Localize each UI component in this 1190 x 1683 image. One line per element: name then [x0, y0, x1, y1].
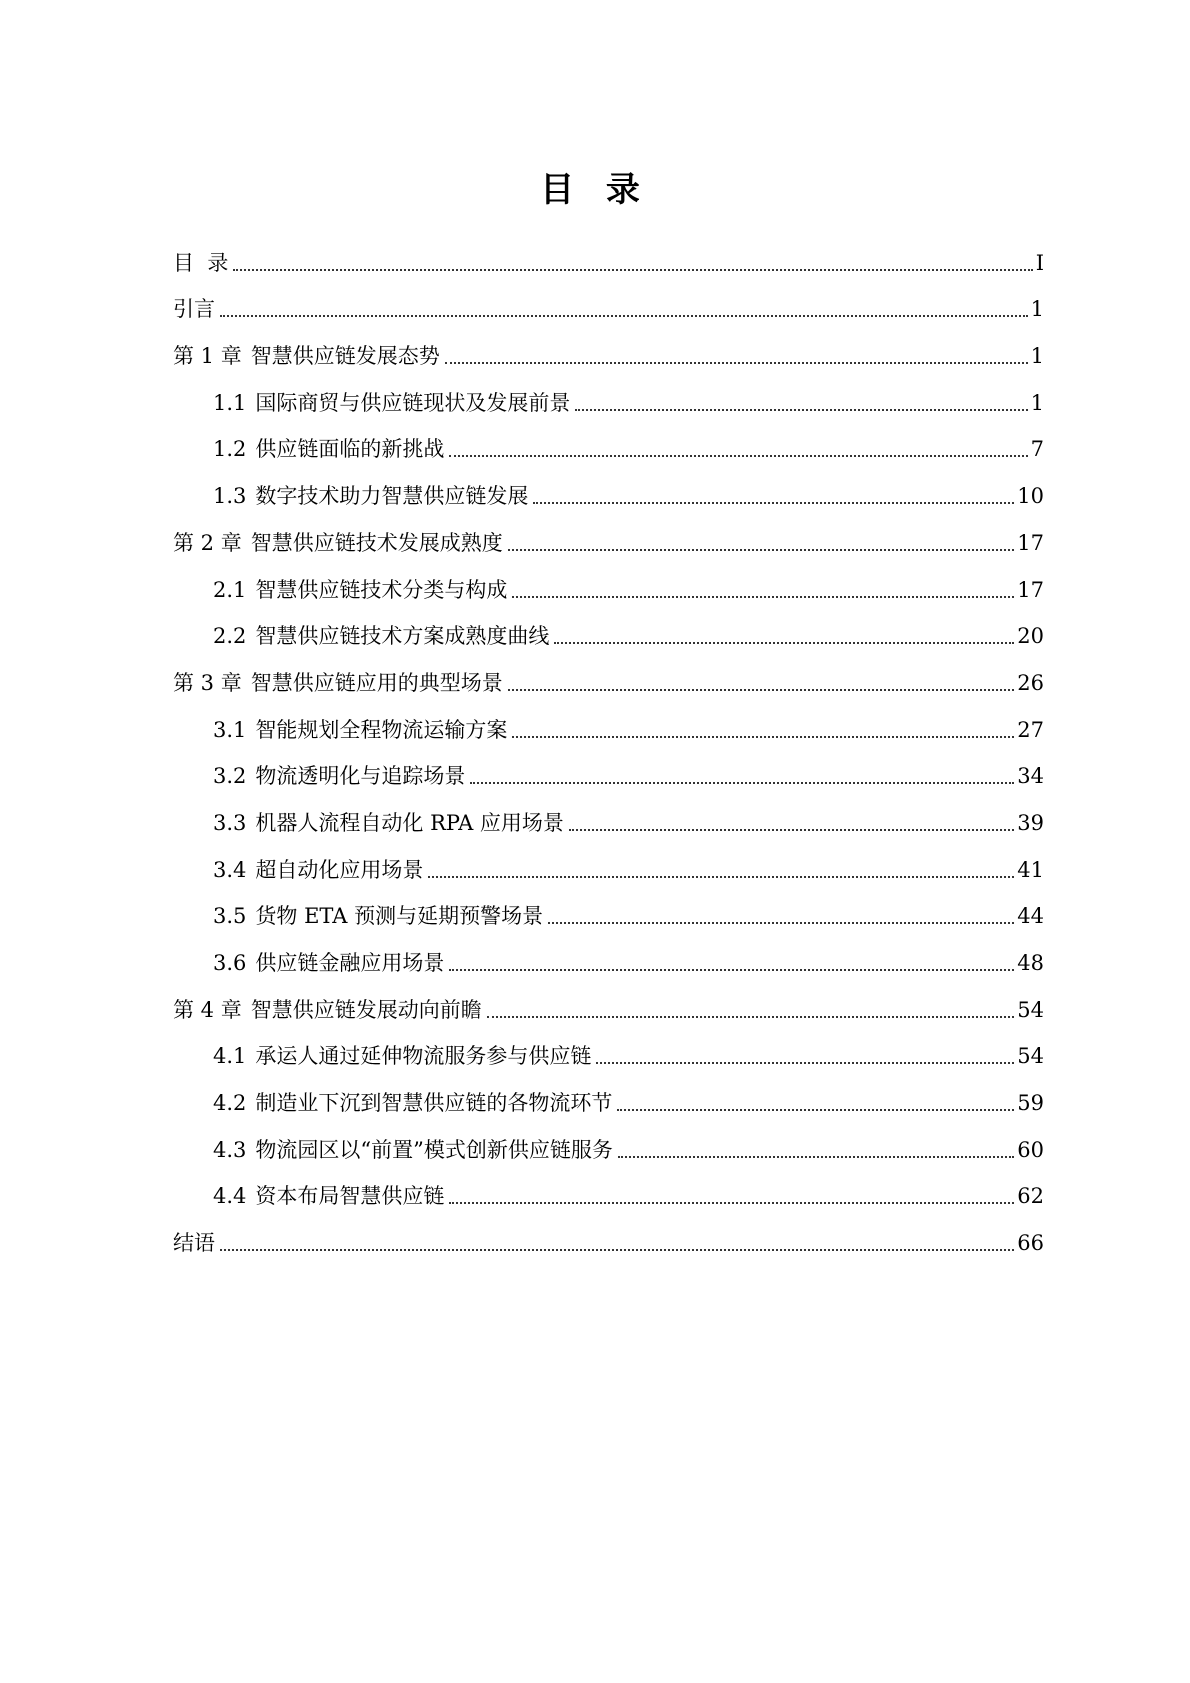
table-of-contents: [173, 234, 1044, 1261]
toc-leader-dots: [233, 269, 1032, 271]
toc-entry-number: 3.5: [213, 904, 247, 929]
toc-entry-section[interactable]: [173, 1028, 1044, 1075]
toc-entry-section[interactable]: [173, 888, 1044, 935]
toc-entry-number: 1.1: [213, 390, 247, 415]
toc-entry-page: 60: [1017, 1137, 1044, 1162]
toc-entry-chapter[interactable]: [173, 327, 1044, 374]
toc-leader-dots: [449, 969, 1014, 971]
toc-entry-section[interactable]: [173, 748, 1044, 795]
toc-entry-chapter[interactable]: [173, 981, 1044, 1028]
toc-leader-dots: [220, 315, 1028, 317]
toc-entry-page: 59: [1017, 1091, 1044, 1116]
toc-leader-dots: [618, 1156, 1014, 1158]
toc-leader-dots: [508, 689, 1015, 691]
toc-leader-dots: [220, 1249, 1014, 1251]
toc-entry-number: 4.4: [213, 1184, 247, 1209]
toc-entry-page: I: [1035, 250, 1044, 275]
toc-leader-dots: [449, 1202, 1014, 1204]
toc-entry-title: 智慧供应链技术方案成熟度曲线: [255, 624, 550, 649]
toc-entry-number: 1.2: [213, 437, 247, 462]
toc-entry-title: 智慧供应链发展态势: [250, 344, 440, 369]
toc-entry-page: 17: [1017, 577, 1044, 602]
toc-entry-title: 制造业下沉到智慧供应链的各物流环节: [255, 1091, 613, 1116]
toc-entry-page: 1: [1030, 390, 1044, 415]
toc-entry-section[interactable]: [173, 841, 1044, 888]
toc-entry-section[interactable]: [173, 1121, 1044, 1168]
toc-entry-page: 1: [1030, 344, 1044, 369]
toc-entry-page: 66: [1017, 1231, 1044, 1256]
toc-entry-title: 机器人流程自动化 RPA 应用场景: [255, 810, 564, 835]
toc-entry-title: 结语: [173, 1231, 215, 1256]
toc-entry-title: 智慧供应链技术发展成熟度: [250, 530, 503, 555]
toc-leader-dots: [575, 409, 1027, 411]
toc-entry-page: 62: [1017, 1184, 1044, 1209]
toc-entry-number: 2.1: [213, 577, 247, 602]
toc-entry-title: 智慧供应链发展动向前瞻: [250, 997, 482, 1022]
toc-entry-page: 34: [1017, 764, 1044, 789]
toc-entry-title: 承运人通过延伸物流服务参与供应链: [255, 1044, 592, 1069]
toc-entry-title: 物流园区以“前置”模式创新供应链服务: [255, 1137, 613, 1162]
toc-entry-number: 第 1 章: [173, 344, 242, 369]
toc-entry-page: 26: [1017, 670, 1044, 695]
toc-leader-dots: [533, 502, 1014, 504]
toc-leader-dots: [512, 596, 1014, 598]
toc-leader-dots: [617, 1109, 1014, 1111]
toc-entry-title: 引言: [173, 297, 215, 322]
toc-entry[interactable]: [173, 1214, 1044, 1261]
toc-entry-page: 48: [1017, 951, 1044, 975]
toc-entry-chapter[interactable]: [173, 654, 1044, 701]
toc-entry-page: 27: [1017, 717, 1044, 742]
toc-entry-number: 2.2: [213, 624, 247, 649]
toc-entry-section[interactable]: [173, 1074, 1044, 1121]
toc-entry-section[interactable]: [173, 1168, 1044, 1215]
toc-entry-section[interactable]: [173, 561, 1044, 608]
toc-leader-dots: [487, 1016, 1015, 1018]
toc-entry-number: 3.4: [213, 857, 247, 882]
toc-entry-page: 54: [1017, 997, 1044, 1022]
toc-entry-title: 供应链面临的新挑战: [255, 437, 445, 462]
toc-entry-number: 1.3: [213, 484, 247, 509]
toc-entry-page: 39: [1017, 810, 1044, 835]
toc-entry-page: 1: [1030, 297, 1044, 322]
toc-entry-title: 物流透明化与追踪场景: [255, 764, 466, 789]
toc-entry[interactable]: [173, 281, 1044, 328]
toc-entry-number: 第 3 章: [173, 670, 242, 695]
toc-entry-page: 7: [1030, 437, 1044, 462]
toc-entry-section[interactable]: [173, 374, 1044, 421]
toc-entry-chapter[interactable]: [173, 514, 1044, 561]
toc-entry-number: 3.3: [213, 810, 247, 835]
toc-leader-dots: [470, 782, 1014, 784]
toc-entry-number: 3.1: [213, 717, 247, 742]
toc-entry-section[interactable]: [173, 421, 1044, 468]
toc-entry-number: 3.2: [213, 764, 247, 789]
toc-entry-title: 超自动化应用场景: [255, 857, 424, 882]
toc-entry-title: 货物 ETA 预测与延期预警场景: [255, 904, 544, 929]
toc-entry-number: 第 4 章: [173, 997, 242, 1022]
toc-entry-number: 4.1: [213, 1044, 247, 1069]
toc-entry-title: 智慧供应链应用的典型场景: [250, 670, 503, 695]
toc-entry-title: 国际商贸与供应链现状及发展前景: [255, 390, 571, 415]
toc-entry-number: 4.2: [213, 1091, 247, 1116]
toc-leader-dots: [596, 1062, 1014, 1064]
toc-entry-title: 资本布局智慧供应链: [255, 1184, 445, 1209]
toc-entry-page: 44: [1017, 904, 1044, 929]
toc-leader-dots: [449, 455, 1027, 457]
toc-entry-section[interactable]: [173, 934, 1044, 981]
toc-entry-section[interactable]: [173, 608, 1044, 655]
toc-entry[interactable]: [173, 234, 1044, 281]
toc-leader-dots: [445, 362, 1028, 364]
toc-entry-number: 第 2 章: [173, 530, 242, 555]
toc-entry-page: 17: [1017, 530, 1044, 555]
toc-entry-title: 智慧供应链技术分类与构成: [255, 577, 508, 602]
toc-entry-page: 41: [1017, 857, 1044, 882]
toc-entry-section[interactable]: [173, 467, 1044, 514]
toc-entry-page: 54: [1017, 1044, 1044, 1069]
toc-entry-title: 智能规划全程物流运输方案: [255, 717, 508, 742]
toc-leader-dots: [554, 642, 1014, 644]
toc-leader-dots: [428, 876, 1014, 878]
toc-entry-section[interactable]: [173, 701, 1044, 748]
toc-entry-number: 3.6: [213, 951, 247, 975]
toc-leader-dots: [508, 549, 1015, 551]
toc-entry-page: 10: [1017, 484, 1044, 509]
toc-leader-dots: [548, 922, 1014, 924]
toc-entry-page: 20: [1017, 624, 1044, 649]
page-title: 目 录: [540, 170, 650, 210]
toc-leader-dots: [569, 829, 1014, 831]
toc-entry-title: 供应链金融应用场景: [255, 951, 445, 975]
toc-entry-title: 数字技术助力智慧供应链发展: [255, 484, 529, 509]
toc-entry-section[interactable]: [173, 794, 1044, 841]
toc-entry-number: 4.3: [213, 1137, 247, 1162]
toc-entry-title: 目 录: [173, 250, 229, 275]
toc-leader-dots: [512, 736, 1014, 738]
